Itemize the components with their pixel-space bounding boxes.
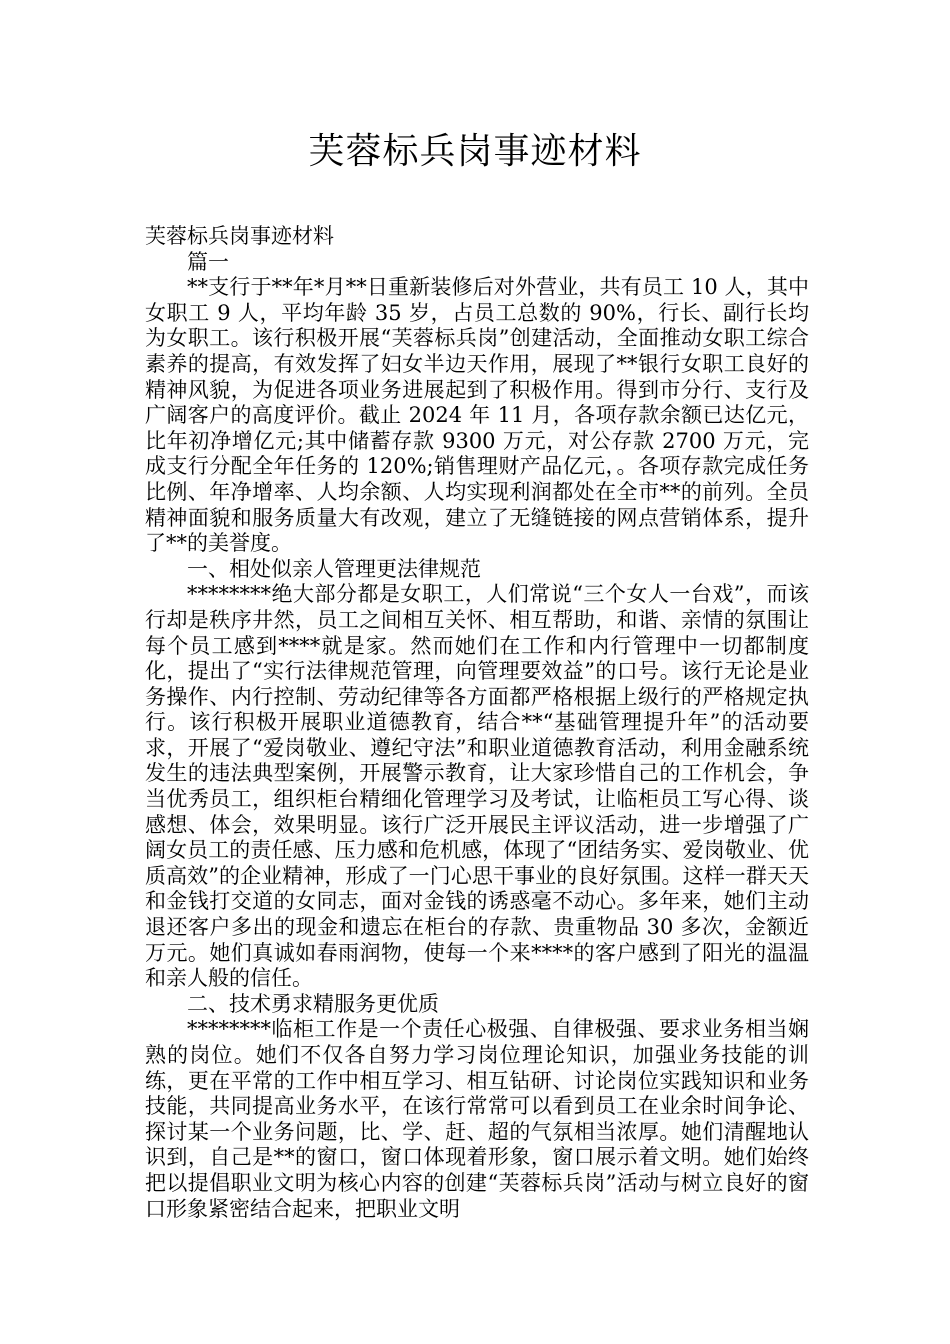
paragraph-intro: **支行于**年*月**日重新装修后对外营业，共有员工 10 人，其中女职工 9 人，平均年龄 35 岁，占员工总数的 90%，行长、副行长均为女职工。该行积极开展“芙蓉标兵岗”创建活动，全面推动女职工综合素养的提高，有效发挥了妇女半边天作用，展现了**银行女职工良好的精神风貌，为促进各项业务进展起到了积极作用。得到市分行、支行及广阔客户的高度评价。截止 2024 年 11 月，各项存款余额已达亿元，比年初净增亿元;其中储蓄存款 9300 万元，对公存款 2700 万元，完成支行分配全年任务的 120%;销售理财产品亿元，。各项存款完成任务比例、年净增率、人均余额、人均实现利润都处在全市**的前列。全员精神面貌和服务质量大有改观，建立了无缝链接的网点营销体系，提升了**的美誉度。 xyxy=(145,275,809,556)
section-label: 篇一 xyxy=(187,249,229,274)
document-body xyxy=(145,224,809,1222)
document-title: 芙蓉标兵岗事迹材料 xyxy=(308,131,642,172)
paragraph-section-2: ********临柜工作是一个责任心极强、自律极强、要求业务相当娴熟的岗位。她们不仅各自努力学习岗位理论知识，加强业务技能的训练，更在平常的工作中相互学习、相互钻研、讨论岗位实践知识和业务技能，共同提高业务水平，在该行常常可以看到员工在业余时间争论、探讨某一个业务问题，比、学、赶、超的气氛相当浓厚。她们清醒地认识到，自己是**的窗口，窗口体现着形象，窗口展示着文明。她们始终把以提倡职业文明为核心内容的创建“芙蓉标兵岗”活动与树立良好的窗口形象紧密结合起来，把职业文明 xyxy=(145,1017,809,1221)
document-subtitle: 芙蓉标兵岗事迹材料 xyxy=(145,224,334,248)
paragraph-section-1: ********绝大部分都是女职工，人们常说“三个女人一台戏”，而该行却是秩序井然，员工之间相互关怀、相互帮助，和谐、亲情的氛围让每个员工感到****就是家。然而她们在工作和内行管理中一切都制度化，提出了“实行法律规范管理，向管理要效益”的口号。该行无论是业务操作、内行控制、劳动纪律等各方面都严格根据上级行的严格规定执行。该行积极开展职业道德教育，结合**“基础管理提升年”的活动要求，开展了“爱岗敬业、遵纪守法”和职业道德教育活动，利用金融系统发生的违法典型案例，开展警示教育，让大家珍惜自己的工作机会，争当优秀员工，组织柜台精细化管理学习及考试，让临柜员工写心得、谈感想、体会，效果明显。该行广泛开展民主评议活动，进一步增强了广阔女员工的责任感、压力感和危机感，体现了“团结务实、爱岗敬业、优质高效”的企业精神，形成了一门心思干事业的良好氛围。这样一群天天和金钱打交道的女同志，面对金钱的诱惑毫不动心。多年来，她们主动退还客户多出的现金和遗忘在柜台的存款、贵重物品 30 多次，金额近万元。她们真诚如春雨润物，使每一个来****的客户感到了阳光的温温和亲人般的信任。 xyxy=(145,582,809,991)
heading-section-2: 二、技术勇求精服务更优质 xyxy=(187,991,439,1016)
heading-section-1: 一、相处似亲人管理更法律规范 xyxy=(187,556,481,581)
